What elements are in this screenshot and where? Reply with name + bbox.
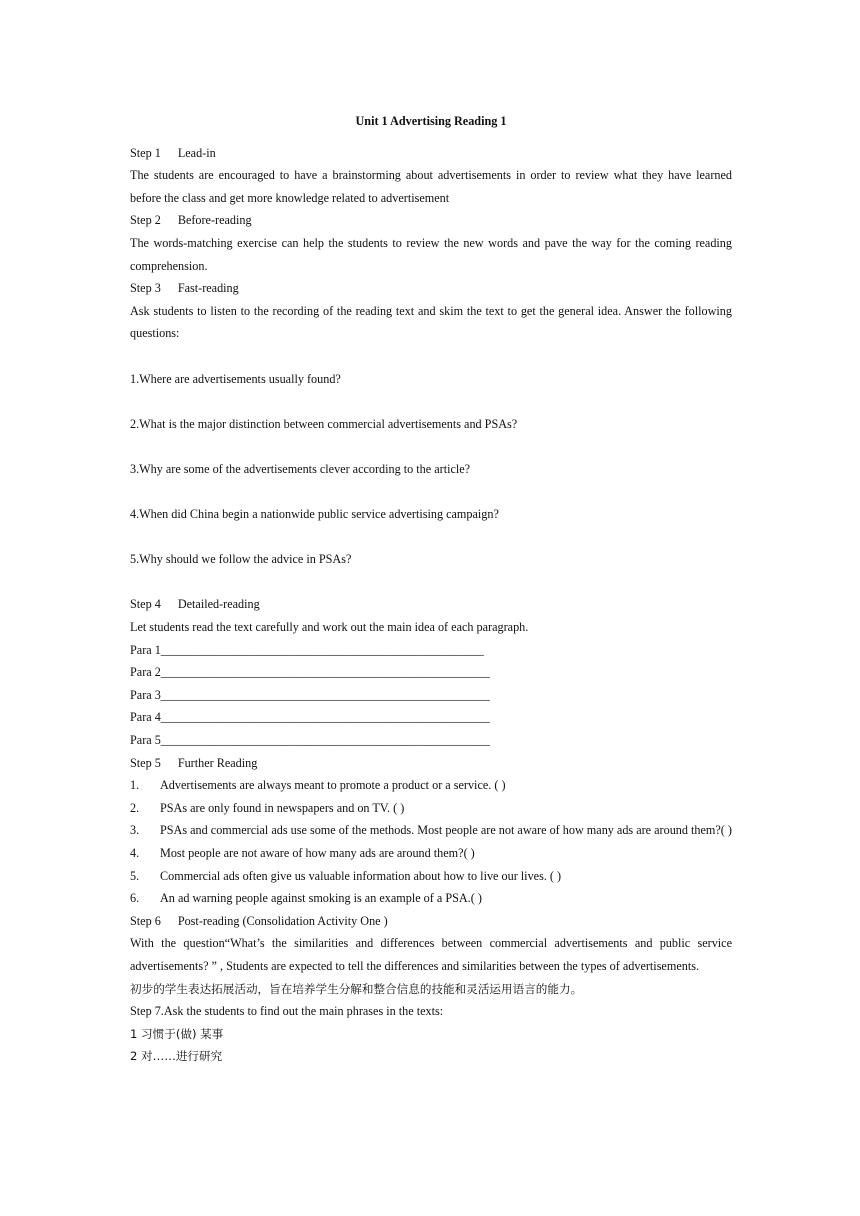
step5-heading <box>130 752 732 775</box>
para-4-blank: Para 4______________________________________________________ <box>130 710 490 725</box>
step2-number: Step 2 <box>130 213 161 228</box>
step6-body: With the question“What’s the similarities and differences between commercial advertisements and public service advertisements? ” , Students are expected to tell the differences and similarities between the types of advertisements. <box>130 936 732 973</box>
question-4: 4.When did China begin a nationwide public service advertising campaign? <box>130 507 499 522</box>
statement-1-number: 1. <box>130 778 140 793</box>
step6-title: Post-reading (Consolidation Activity One ) <box>177 913 388 928</box>
question-3: 3.Why are some of the advertisements clever according to the article? <box>130 461 471 476</box>
step1-heading <box>130 142 732 165</box>
step6-number: Step 6 <box>130 913 161 928</box>
step3-heading <box>130 277 732 300</box>
statement-1 <box>130 774 732 797</box>
document-title: Unit 1 Advertising Reading 1 <box>355 114 507 128</box>
question-5: 5.Why should we follow the advice in PSAs? <box>130 552 352 567</box>
step1-body: The students are encouraged to have a brainstorming about advertisements in order to review what they have learned before the class and get more knowledge related to advertisement <box>130 168 732 205</box>
statement-4-text: Most people are not aware of how many ads are around them?( ) <box>160 846 475 860</box>
para-5-blank: Para 5______________________________________________________ <box>130 733 490 748</box>
statement-3-text: PSAs and commercial ads use some of the methods. Most people are not aware of how many ads are around them?( ) <box>160 823 732 838</box>
step4-number: Step 4 <box>130 597 161 612</box>
phrase-2: 2 对……进行研究 <box>130 1049 223 1064</box>
step3-number: Step 3 <box>130 281 161 296</box>
step2-heading <box>130 209 732 232</box>
statement-5 <box>130 865 732 888</box>
para-3-blank: Para 3______________________________________________________ <box>130 687 490 702</box>
step4-body: Let students read the text carefully and work out the main idea of each paragraph. <box>130 620 529 635</box>
question-1: 1.Where are advertisements usually found? <box>130 371 341 386</box>
statement-5-number: 5. <box>130 868 140 883</box>
step2-body: The words-matching exercise can help the students to review the new words and pave the way for the coming reading comprehension. <box>130 235 732 273</box>
statement-1-text: Advertisements are always meant to promote a product or a service. ( ) <box>160 778 506 793</box>
step3-title: Fast-reading <box>177 281 239 296</box>
phrase-1: 1 习惯于(做) 某事 <box>130 1026 224 1041</box>
statement-2-number: 2. <box>130 800 140 815</box>
step4-title: Detailed-reading <box>177 597 260 612</box>
step1-title: Lead-in <box>177 145 216 160</box>
statement-3 <box>130 819 732 842</box>
statement-6-text: An ad warning people against smoking is an example of a PSA.( ) <box>160 891 482 906</box>
question-2: 2.What is the major distinction between commercial advertisements and PSAs? <box>130 416 518 431</box>
step6-chinese-note: 初步的学生表达拓展活动，旨在培养学生分解和整合信息的技能和灵活运用语言的能力。 <box>130 981 583 996</box>
step1-number: Step 1 <box>130 145 161 160</box>
statement-6-number: 6. <box>130 891 140 906</box>
step3-body: Ask students to listen to the recording of the reading text and skim the text to get the general idea. Answer the following questions: <box>130 303 732 341</box>
statement-5-text: Commercial ads often give us valuable information about how to live our lives. ( ) <box>160 868 562 883</box>
statement-6 <box>130 887 732 910</box>
step6-heading <box>130 910 732 933</box>
statement-4 <box>130 842 732 865</box>
step5-number: Step 5 <box>130 755 161 770</box>
step4-heading <box>130 593 732 616</box>
step2-title: Before-reading <box>177 213 252 228</box>
statement-3-number: 3. <box>130 823 140 838</box>
para-2-blank: Para 2______________________________________________________ <box>130 665 490 680</box>
statement-2 <box>130 797 732 820</box>
document-page <box>130 110 732 1068</box>
statement-2-text: PSAs are only found in newspapers and on TV. ( ) <box>160 800 405 815</box>
statement-4-number: 4. <box>130 846 140 860</box>
step5-title: Further Reading <box>177 755 258 770</box>
step7-heading: Step 7.Ask the students to find out the main phrases in the texts: <box>130 1004 444 1019</box>
para-1-blank: Para 1_____________________________________________________ <box>130 642 484 657</box>
